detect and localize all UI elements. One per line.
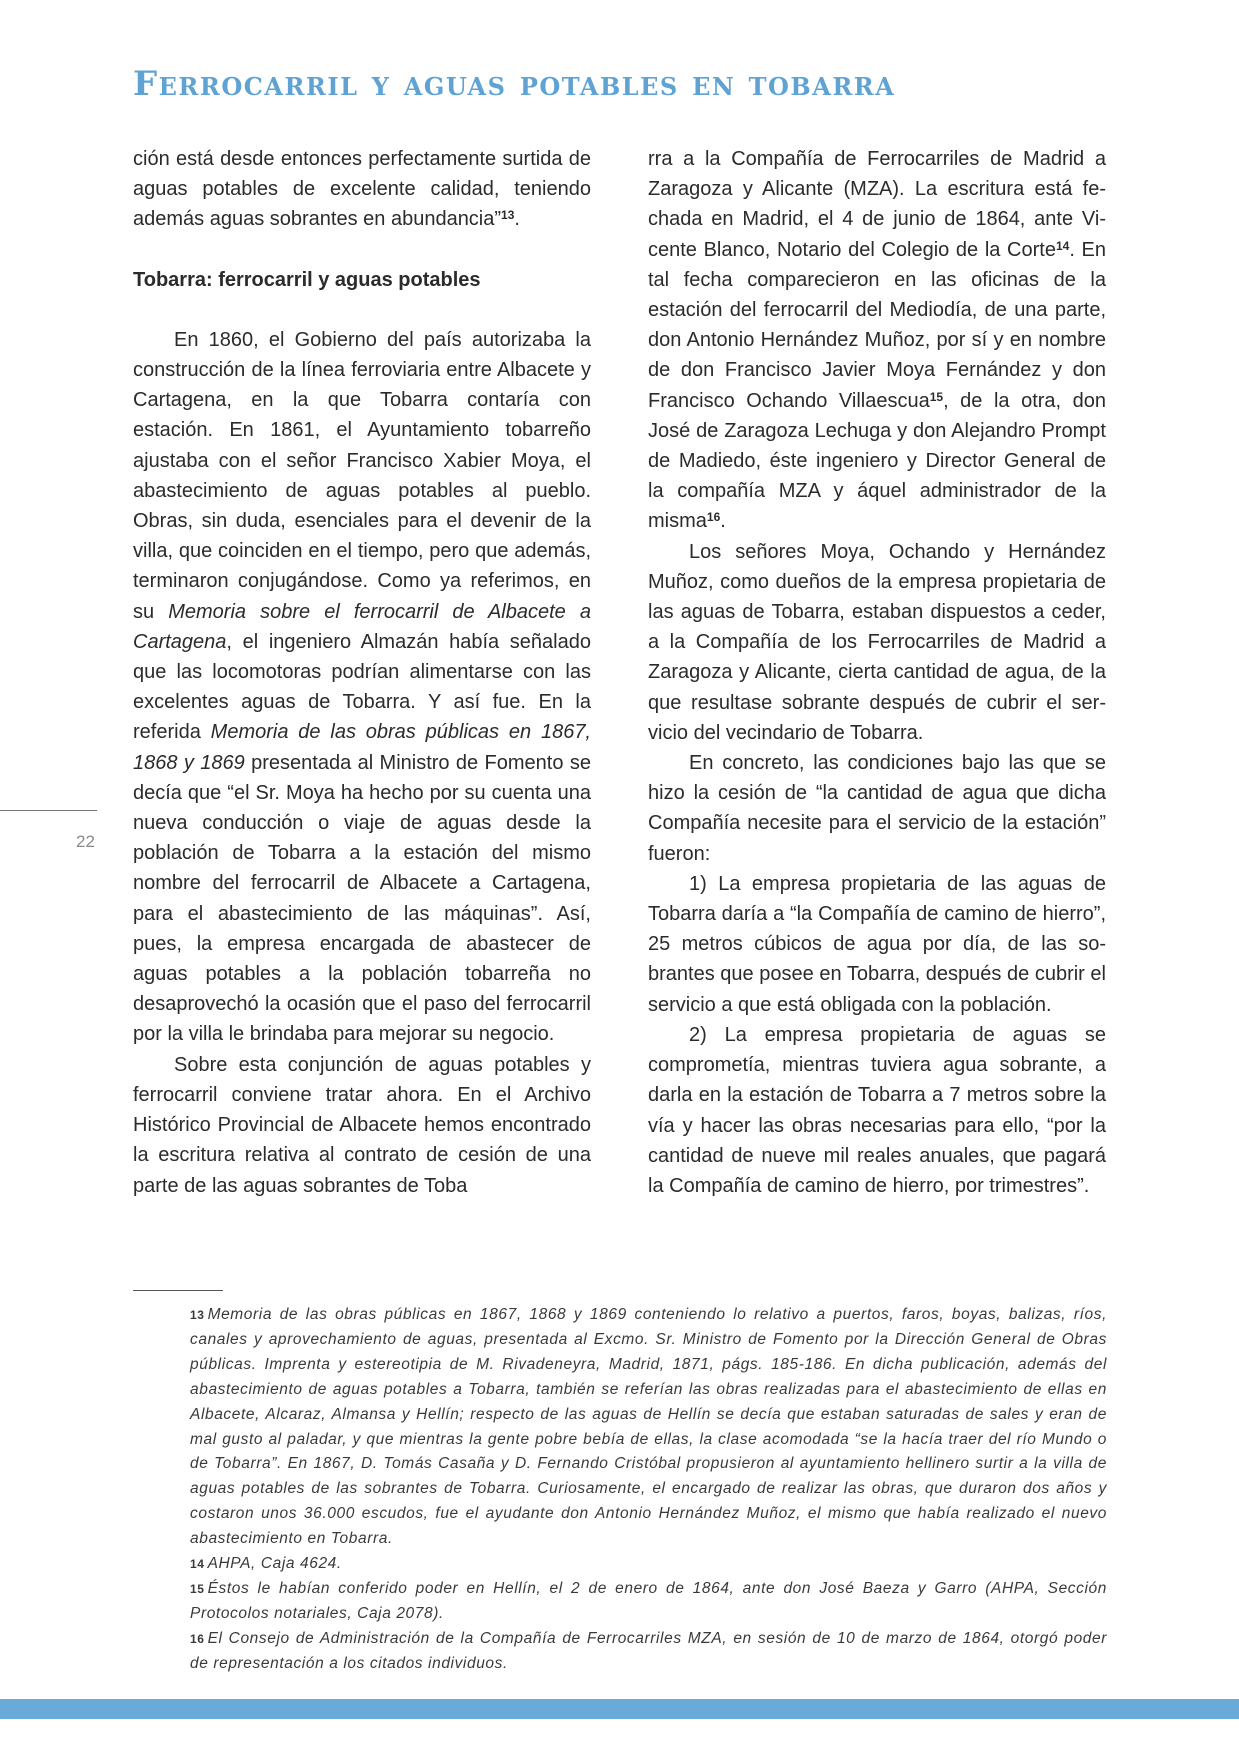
margin-divider [0,810,97,811]
paragraph [133,144,591,235]
running-head-title: Ferrocarril y aguas potables en tobarra [133,64,896,104]
footnotes [190,1303,1107,1677]
footnote-number: 14 [190,1557,205,1572]
paragraph-text: ción está desde entonces perfectamente surtida de aguas potables de excelente calidad, teniendo además aguas sobrantes en abundancia” [133,148,591,231]
footnote-ref-15[interactable]: 15 [929,389,944,404]
list-item-1: 1) La empresa propietaria de las aguas de Tobarra daría a “la Compañía de camino de hierro”, 25 metros cúbicos de agua por día, de las sobrantes que posee en Tobarra, después de cubrir el servicio a que está obligada con la población. [648,872,1106,1016]
paragraph: Los señores Moya, Ochando y Hernández Muñoz, como dueños de la empresa propietaria de las aguas de Tobarra, estaban dispuestos a ceder, a la Compañía de los Ferrocarriles de Madrid a Zaragoza y Alicante, cierta cantidad de agua, de la que resultase sobrante después de cubrir el servicio del vecindario de Tobarra. [648,540,1106,744]
paragraph-text: , el ingeniero Almazán había señalado que las locomotoras podrían alimentarse con las excelentes aguas de Tobarra. Y así fue. En la referida [133,630,591,744]
page-number: 22 [76,832,95,851]
footnote-number: 16 [190,1631,205,1646]
paragraph-text: . [720,510,726,533]
footnote-text: Éstos le habían conferido poder en Hellín, el 2 de enero de 1864, ante don José Baeza y Garro (AHPA, Sección Protocolos notariales, Caja 2078). [190,1579,1107,1622]
paragraph-text: presentada al Ministro de Fomento se decía que “el Sr. Moya ha hecho por su cuenta una nueva conducción o viaje de aguas desde la población de Tobarra a la estación del mismo nombre del ferrocarril de Albacete a Cartagena, para el abastecimiento de las máquinas”. Así, pues, la empresa encargada de abastecer de aguas potables a la población tobarreña no desaprovechó la ocasión que el paso del ferrocarril por la villa le brindaba para mejorar su negocio. [133,751,591,1046]
italic-title: Memoria de las obras públicas en 1867, 1868 y 1869 [133,721,591,774]
footnote-divider [133,1290,223,1291]
paragraph: En concreto, las condiciones bajo las que se hizo la cesión de “la cantidad de agua que dicha Compañía necesite para el servicio de la estación” fueron: [648,752,1106,865]
footnote-text: AHPA, Caja 4624. [207,1555,342,1573]
left-column [133,144,591,1201]
footnote-13 [190,1303,1107,1552]
footnote-ref-13[interactable]: 13 [501,208,515,223]
paragraph [133,325,591,1050]
paragraph-text: . En tal fecha comparecieron en las oficinas de la estación del ferrocarril del Mediodía, de una parte, don Antonio Hernández Muñoz, por sí y en nombre de don Francisco Javier Moya Fernández y don Francisco Ochando Villaescua [648,238,1107,412]
right-column [648,144,1106,1201]
list-item-2: 2) La empresa propietaria de aguas se comprometía, mientras tuviera agua sobrante, a darla en la estación de Tobarra a 7 metros sobre la vía y hacer las obras necesarias para ello, “por la cantidad de nueve mil reales anuales, que pagará la Compañía de camino de hierro, por trimestres”. [648,1023,1106,1197]
footnote-ref-14[interactable]: 14 [1055,238,1070,253]
bottom-color-band [0,1699,1239,1719]
paragraph-text: . [514,208,520,231]
footnote-text: Memoria de las obras públicas en 1867, 1868 y 1869 conteniendo lo relativo a puertos, faros, boyas, balizas, ríos, canales y aprovechamiento de aguas, presentada al Excmo. Sr. Ministro de Fomento por la Dirección General de Obras públicas. Imprenta y estereotipia de M. Rivadeneyra, Madrid, 1871, págs. 185-186. En dicha publicación, además del abastecimiento de aguas potables a Tobarra, también se referían las obras realizadas para el abastecimiento de ellas en Albacete, Alcaraz, Almansa y Hellín; respecto de las aguas de Hellín se decía que estaban saturadas de sales y eran de mal gusto al paladar, y que mientras la gente pobre bebía de ellas, la clase acomodada “se la hacía traer del río Mundo o de Tobarra”. En 1867, D. Tomás Casaña y D. Fernando Cristóbal propusieron al ayuntamiento hellinero surtir a la villa de aguas potables de las sobrantes de Tobarra. Curiosamente, el encargado de realizar las obras, que duraron dos años y costaron unos 36.000 escudos, fue el ayudante don Antonio Hernández Muñoz, el mismo que había realizado el nuevo abastecimiento en Tobarra. [190,1306,1107,1548]
footnote-15 [190,1577,1107,1627]
paragraph [648,144,1106,537]
italic-title: Memoria sobre el ferrocarril de Albacete a Cartagena [133,600,592,653]
paragraph-text: , de la otra, don José de Zaragoza Lechuga y don Alejandro Prompt de Madiedo, éste ingeniero y Director General de la compañía MZA y áquel administrador de la misma [648,389,1106,533]
paragraph: Sobre esta conjunción de aguas potables y ferrocarril conviene tratar ahora. En el Archivo Histórico Provincial de Albacete hemos encontrado la escritura relativa al contrato de cesión de una parte de las aguas sobrantes de Toba [133,1053,591,1197]
footnote-14 [190,1552,1107,1577]
footnote-number: 15 [190,1581,205,1596]
section-heading: Tobarra: ferrocarril y aguas potables [133,268,481,291]
footnote-text: El Consejo de Administración de la Compañía de Ferrocarriles MZA, en sesión de 10 de marzo de 1864, otorgó poder de representación a los citados individuos. [190,1629,1107,1672]
footnote-16 [190,1627,1107,1677]
footnote-ref-16[interactable]: 16 [706,510,721,525]
paragraph-text: En 1860, el Gobierno del país autorizaba la construcción de la línea ferroviaria entre Albacete y Cartagena, en la que Tobarra contaría con estación. En 1861, el Ayuntamiento tobarreño ajustaba con el señor Francisco Xabier Moya, el abastecimiento de aguas potables al pueblo. Obras, sin duda, esenciales para el devenir de la villa, que coinciden en el tiempo, pero que además, terminaron conjugándose. Como ya referimos, en su [133,328,591,623]
footnote-number: 13 [190,1308,205,1322]
paragraph-text: rra a la Compañía de Ferrocarriles de Madrid a Zaragoza y Alicante (MZA). La escritura está fechada en Madrid, el 4 de junio de 1864, ante Vicente Blanco, Notario del Colegio de la Corte [648,148,1106,261]
